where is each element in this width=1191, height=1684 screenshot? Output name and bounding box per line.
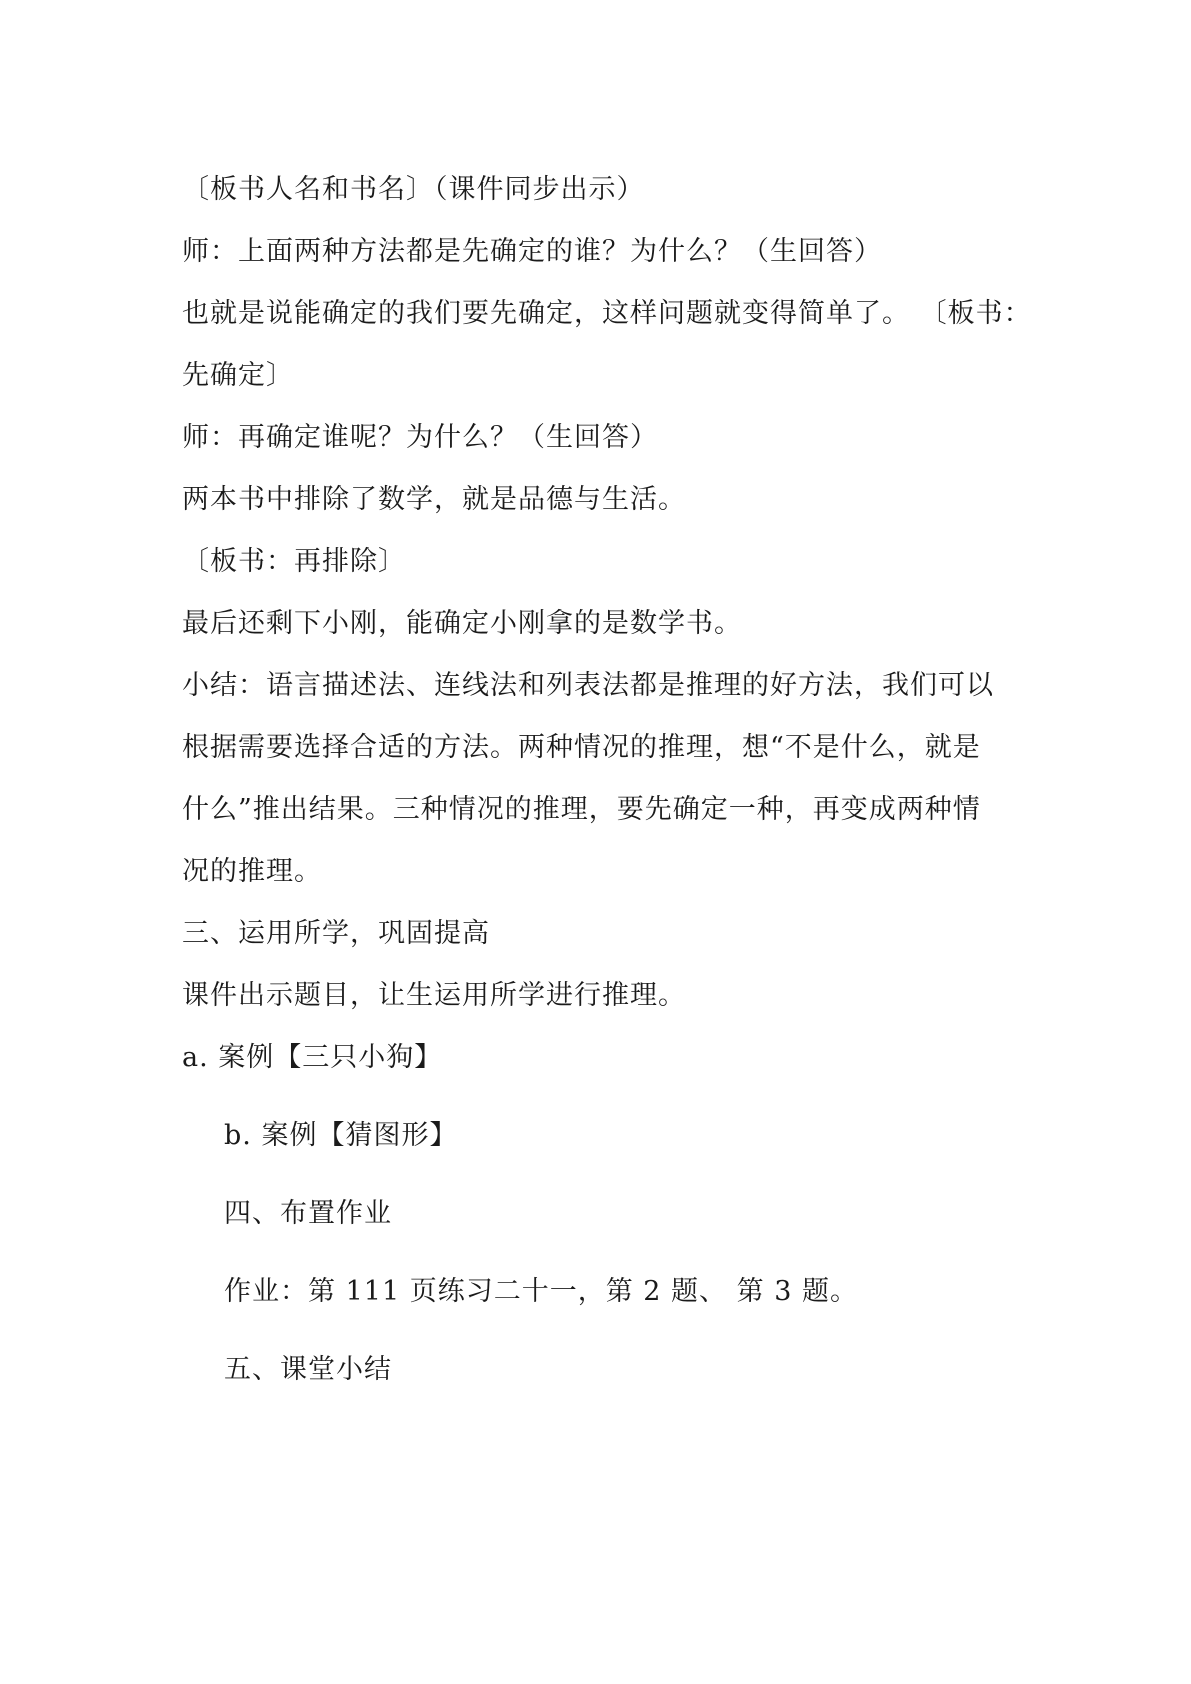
text-line: 况的推理。 [182, 856, 322, 887]
section-heading: 四、布置作业 [224, 1198, 392, 1229]
text-line: 什么”推出结果。三种情况的推理，要先确定一种，再变成两种情 [182, 794, 981, 825]
text-line: 先确定〕 [182, 360, 294, 391]
text-line: 小结：语言描述法、连线法和列表法都是推理的好方法，我们可以 [182, 670, 994, 701]
text-line: 师：再确定谁呢？为什么？（生回答） [182, 422, 658, 453]
text-line: 根据需要选择合适的方法。两种情况的推理，想“不是什么，就是 [182, 732, 981, 763]
text-line: 〔板书人名和书名〕（课件同步出示） [182, 174, 645, 205]
text-line: 作业：第 111 页练习二十一，第 2 题、 第 3 题。 [224, 1276, 858, 1307]
list-item: a. 案例【三只小狗】 [182, 1042, 443, 1073]
section-heading: 三、运用所学，巩固提高 [182, 918, 490, 949]
text-line: 〔板书：再排除〕 [182, 546, 406, 577]
list-item: b. 案例【猜图形】 [224, 1120, 458, 1151]
text-line: 师：上面两种方法都是先确定的谁？为什么？（生回答） [182, 236, 882, 267]
text-line: 最后还剩下小刚，能确定小刚拿的是数学书。 [182, 608, 742, 639]
text-line: 也就是说能确定的我们要先确定，这样问题就变得简单了。 〔板书： [182, 298, 1032, 329]
section-heading: 五、课堂小结 [224, 1354, 392, 1385]
text-line: 两本书中排除了数学，就是品德与生活。 [182, 484, 686, 515]
text-line: 课件出示题目，让生运用所学进行推理。 [182, 980, 686, 1011]
